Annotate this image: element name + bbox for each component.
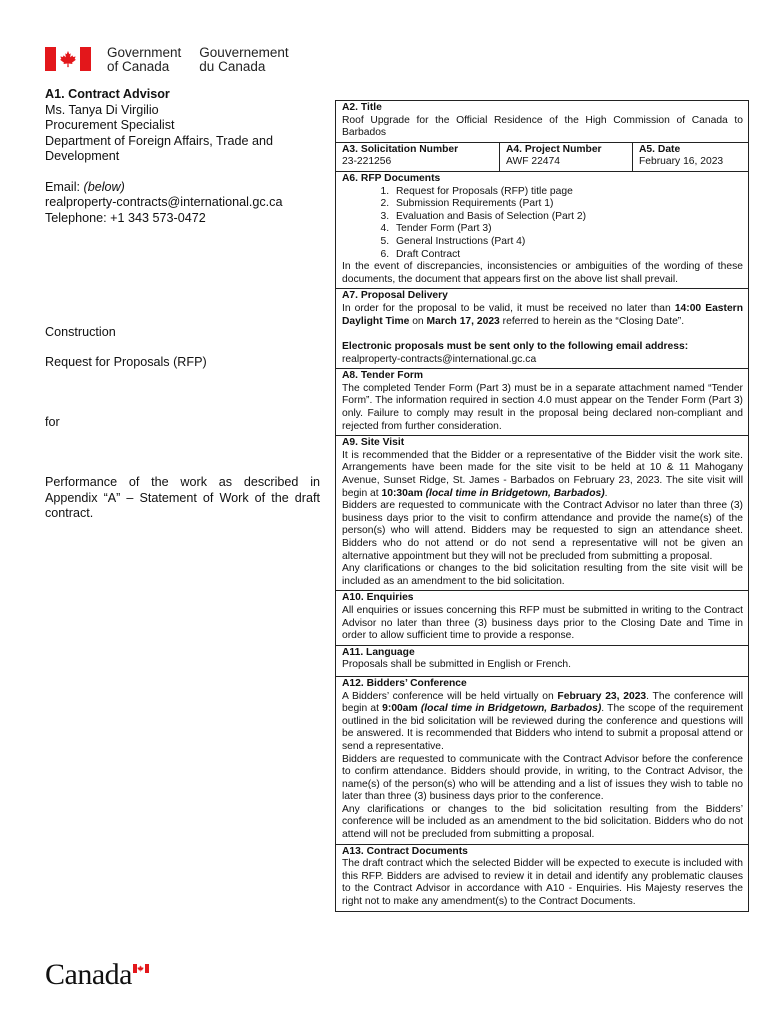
section-a5 [632,143,748,171]
government-name-fr: Gouvernement du Canada [199,45,289,74]
a13-label: A13. Contract Documents [342,845,468,857]
list-item: 5. General Instructions (Part 4) [392,236,743,249]
section-a11-language [336,646,748,677]
for-label: for [45,415,60,429]
a6-note: In the event of discrepancies, inconsistencies or ambiguities of the wording of these documents, the document that appears first on the above list shall prevail. [342,261,743,285]
advisor-role: Procurement Specialist [45,118,175,132]
section-a3 [336,143,499,171]
section-a9-site-visit [336,436,748,591]
list-item: 3. Evaluation and Basis of Selection (Part 2) [392,211,743,224]
a9-paragraph-3: Any clarifications or changes to the bid solicitation resulting from the site visit will be included as an amendment to the bid solicitation. [342,563,743,587]
a10-text: All enquiries or issues concerning this RFP must be submitted in writing to the Contract Advisor no later than three (3) business days prior to the Closing Date and Time in order to allow sufficient time to provide a response. [342,604,743,642]
a11-label: A11. Language [342,646,415,658]
a13-text: The draft contract which the selected Bidder will be expected to execute is included with this RFP. Bidders are advised to review it in detail and identify any problematic clauses to the Contract Advisor in accordance with A10 - Enquiries. His Majesty reserves the right not to make any amendment(s) to the Contract Documents. [342,858,743,908]
canada-flag-icon [133,964,149,973]
email-note: (below) [83,179,125,194]
advisor-department: Department of Foreign Affairs, Trade and Development [45,133,273,163]
canada-wordmark [45,960,149,990]
project-number: AWF 22474 [506,156,560,168]
a12-paragraph-2: Bidders are requested to communicate with the Contract Advisor before the conference to confirm attendance. Bidders should provide, in writing, to the Contract Advisor, the name(s) of the person(s) who will be attending and a list of issues they wish to table no later than three (3) business days prior to the conference. [342,753,743,803]
a5-label: A5. Date [639,143,681,155]
a12-paragraph-3: Any clarifications or changes to the bid solicitation resulting from the Bidders’ conference will be included as an amendment to the bid solicitation. Bidders who do not attend will not be precluded from submitting a proposal. [342,803,743,841]
a3-label: A3. Solicitation Number [342,143,459,155]
rfp-label: Request for Proposals (RFP) [45,355,207,369]
a9-text: It is recommended that the Bidder or a representative of the Bidder visit the work site. Arrangements have been made for the site visit to be held at 10 & 11 Mahogany Avenue, Sunset Ridge, St. James - Barbados on February 23, 2023. The site visit will begin at 10:30am (local time in Bridgetown, Barbados). [342,449,743,499]
government-header [45,46,307,74]
a6-label: A6. RFP Documents [342,172,441,184]
section-a7-delivery [336,289,748,369]
a7-text: In order for the proposal to be valid, it must be received no later than 14:00 Eastern Daylight Time on March 17, 2023 referred to herein as the “Closing Date”. [342,302,743,327]
section-a6-documents [336,172,748,289]
rfp-details-table [335,100,749,912]
a12-label: A12. Bidders’ Conference [342,677,467,689]
performance-text: Performance of the work as described in Appendix “A” – Statement of Work of the draft contract. [45,475,320,520]
a10-label: A10. Enquiries [342,592,414,604]
section-a10-enquiries [336,591,748,645]
advisor-telephone: Telephone: +1 343 573-0472 [45,210,206,225]
a8-text: The completed Tender Form (Part 3) must be in a separate attachment named “Tender Form”. The information required in section 4.0 must appear on the Tender Form (Part 3) only. Failure to comply may result in the proposal being declared non-compliant and rejected from further consideration. [342,382,743,432]
email-line: Email: (below) [45,179,125,194]
a2-text: Roof Upgrade for the Official Residence of the High Commission of Canada to Barbados [342,114,743,139]
a4-label: A4. Project Number [506,143,602,155]
advisor-email-link[interactable]: realproperty-contracts@international.gc.ca [45,195,283,209]
advisor-name: Ms. Tanya Di Virgilio [45,102,159,117]
list-item: 4. Tender Form (Part 3) [392,223,743,236]
canada-wordmark-text: Canada [45,958,132,991]
contract-advisor-block [45,87,320,226]
a2-label: A2. Title [342,102,382,113]
a11-text: Proposals shall be submitted in English or French. [342,659,571,671]
section-a2-title [336,101,748,143]
rfp-documents-list [342,186,743,262]
solicitation-number: 23-221256 [342,156,392,168]
maple-leaf-icon [59,50,77,68]
a9-paragraph-2: Bidders are requested to communicate with the Contract Advisor no later than three (3) business days prior to the visit to confirm attendance and provide the name(s) of the person(s) who will attend. Bidders may be requested to sign an attendance sheet. Bidders who do not attend or do not send a representative will not be given an alternative appointment but they will not be precluded from submitting a proposal. [342,500,743,562]
contract-advisor-title: A1. Contract Advisor [45,87,170,101]
delivery-email-link[interactable]: realproperty-contracts@international.gc.ca [342,353,537,365]
section-a12-conference [336,677,748,845]
section-a13-contract-documents [336,845,748,911]
list-item: 2. Submission Requirements (Part 1) [392,198,743,211]
a12-text: A Bidders’ conference will be held virtually on February 23, 2023. The conference will begin at 9:00am (local time in Bridgetown, Barbados). The scope of the requirement outlined in the bid solicitation will be reviewed during the conference and questions will be answered. It is recommended that Bidders who intend to submit a proposal attend or send a representative. [342,690,743,752]
maple-leaf-icon [137,965,144,972]
a7-email-heading: Electronic proposals must be sent only to the following email address: [342,341,689,353]
list-item: 6. Draft Contract [392,249,743,262]
government-name-en: Government of Canada [107,45,182,74]
canada-flag-icon [45,47,91,71]
list-item: 1. Request for Proposals (RFP) title page [392,186,743,199]
a9-label: A9. Site Visit [342,437,405,449]
a8-label: A8. Tender Form [342,370,424,382]
section-a8-tender-form [336,369,748,436]
rfp-date: February 16, 2023 [639,156,724,168]
section-a4 [499,143,632,171]
construction-label: Construction [45,325,116,339]
solicitation-row [336,143,748,172]
a7-label: A7. Proposal Delivery [342,290,448,302]
